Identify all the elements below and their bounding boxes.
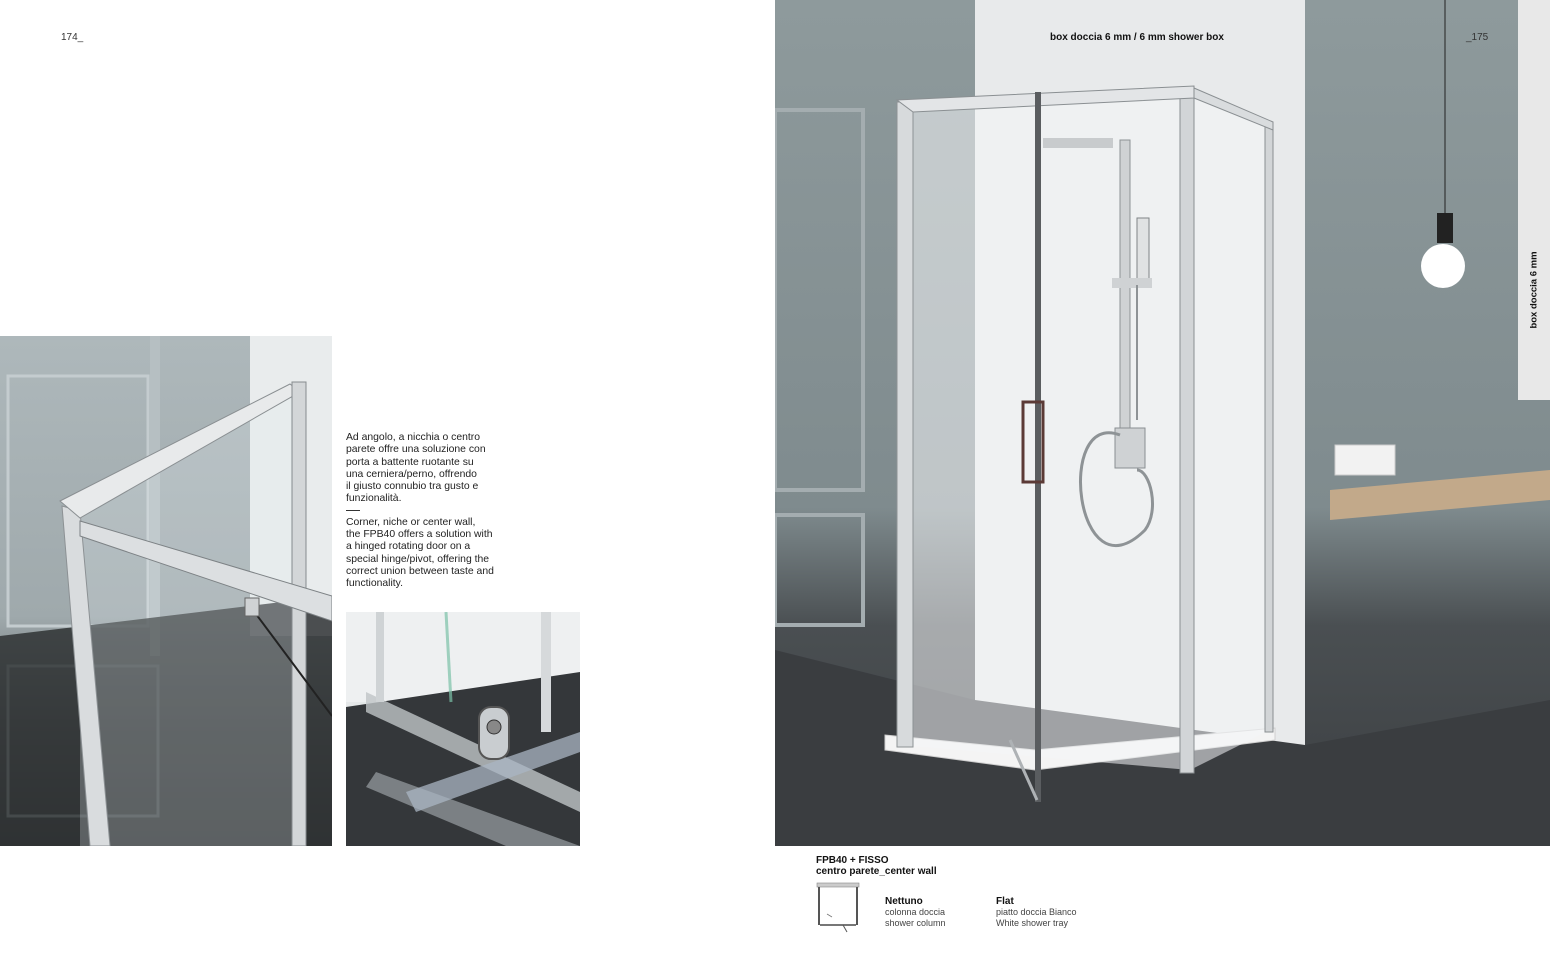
product-name: FPB40 + FISSO (816, 855, 889, 866)
tray-info (996, 896, 1077, 929)
tray-desc-it: piatto doccia Bianco (996, 907, 1077, 917)
configuration-diagram (815, 881, 861, 933)
desc-it-line-5: il giusto connubio tra gusto e (346, 481, 479, 493)
desc-it-line-2: parete offre una soluzione con (346, 444, 486, 456)
header-title: box doccia 6 mm / 6 mm shower box (1050, 32, 1224, 43)
side-tab (1518, 0, 1550, 400)
tray-desc-en: White shower tray (996, 918, 1069, 928)
tray-name: Flat (996, 896, 1014, 907)
desc-en-line-6: functionality. (346, 578, 403, 590)
language-separator (346, 510, 360, 511)
column-info (885, 896, 946, 929)
desc-en-line-1: Corner, niche or center wall, (346, 516, 476, 528)
column-desc-it: colonna doccia (885, 907, 946, 917)
desc-en-line-4: special hinge/pivot, offering the (346, 553, 490, 565)
side-tab-label: box doccia 6 mm (1528, 251, 1540, 329)
desc-en-line-2: the FPB40 offers a solution with (346, 529, 493, 541)
desc-en-line-5: correct union between taste and (346, 565, 494, 577)
desc-it-line-6: funzionalità. (346, 493, 402, 505)
column-name: Nettuno (885, 896, 923, 907)
column-desc-en: shower column (885, 918, 946, 928)
desc-en-line-3: a hinged rotating door on a (346, 541, 471, 553)
product-description (346, 432, 516, 591)
hinge-detail-photo (346, 612, 580, 846)
desc-it-line-1: Ad angolo, a nicchia o centro (346, 432, 481, 443)
page-number-left: 174_ (61, 32, 84, 43)
product-configuration: centro parete_center wall (816, 866, 937, 877)
page-number-right: _175 (1466, 32, 1489, 43)
shower-box-main-photo (775, 0, 1550, 846)
desc-it-line-3: porta a battente ruotante su (346, 456, 474, 468)
shower-corner-photo (0, 336, 332, 846)
desc-it-line-4: una cerniera/perno, offrendo (346, 468, 477, 480)
